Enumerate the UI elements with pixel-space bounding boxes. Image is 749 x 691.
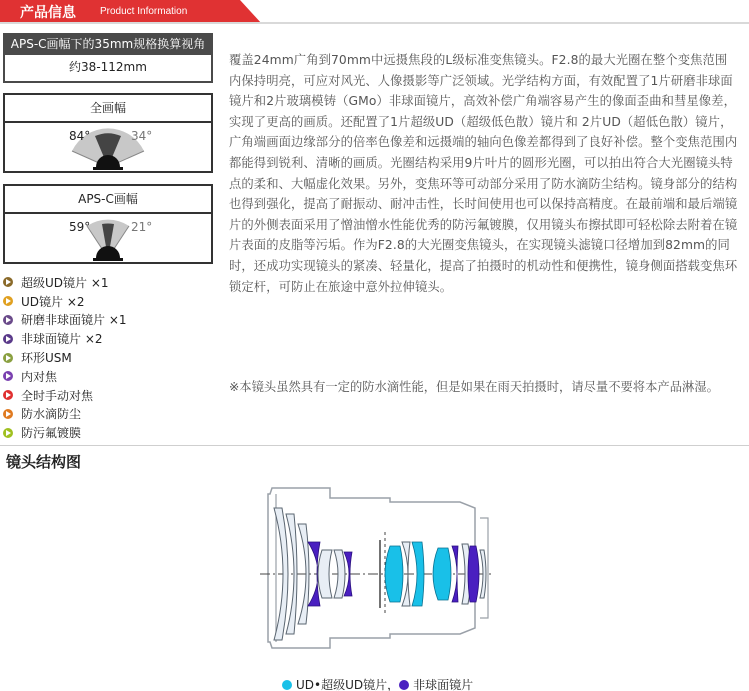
play-bullet-icon xyxy=(3,353,13,363)
equivalent-focal-title: APS-C画幅下的35mm规格换算视角 xyxy=(3,33,213,55)
fov-full-tele-angle: 34° xyxy=(131,129,153,143)
feature-item xyxy=(3,423,215,442)
feature-label: 环形USM xyxy=(21,351,72,366)
header-title: 产品信息 xyxy=(20,5,76,21)
play-bullet-icon xyxy=(3,371,13,381)
play-bullet-icon xyxy=(3,334,13,344)
fov-apsc-wide-angle: 59° xyxy=(69,220,91,234)
feature-item xyxy=(3,292,215,311)
fov-apsc-tele-angle: 21° xyxy=(131,220,153,234)
play-bullet-icon xyxy=(3,428,13,438)
fov-full-frame-icon xyxy=(5,123,211,171)
play-bullet-icon xyxy=(3,277,13,287)
product-description: 覆盖24mm广角到70mm中远摄焦段的L级标准变焦镜头。F2.8的最大光圈在整个变焦范围内保持明亮，可应对风光、人像摄影等广泛领域。光学结构方面，有效配置了1片研磨非球面镜片和2片玻璃模铸（GMo）非球面镜片，高效补偿广角端容易产生的像面歪曲和彗星像差，实现了更高的画质。还配置了1片超级UD（超级低色散）镜片和 2片UD（超低色散）镜片，广角端画面边缘部分的倍率色像差和远摄端的轴向色像差都得到了良好补偿。整个变焦范围内都能得到锐利、清晰的画质。光圈结构采用9片叶片的圆形光圈，可以拍出符合大光圈镜头特点的柔和、大幅虚化效果。另外，变焦环等可动部分采用了防水滴防尘结构。镜身部分的结构也得到强化，提高了耐振动、耐冲击性，长时间使用也可以保持高精度。在最前端和最后端镜片的外侧表面采用了憎油憎水性能优秀的防污氟镀膜，仅用镜头布擦拭即可轻松除去附着在镜片表面的皮脂等污垢。作为F2.8的大光圈变焦镜头，在实现镜头滤镜口径增加到82mm的同时，还成功实现镜头的紧凑、轻量化，提高了拍摄时的机动性和便携性，镜身侧面搭载变焦环锁定杆，可防止在旅途中意外拉伸镜头。 xyxy=(229,53,738,294)
feature-item xyxy=(3,329,215,348)
lens-structure-diagram xyxy=(230,480,520,660)
aspherical-dot-icon xyxy=(399,680,409,690)
play-bullet-icon xyxy=(3,296,13,306)
play-bullet-icon xyxy=(3,315,13,325)
feature-label: 防水滴防尘 xyxy=(21,407,82,422)
fov-apsc-box xyxy=(3,184,213,264)
fov-full-frame-title: 全画幅 xyxy=(5,95,211,123)
feature-item xyxy=(3,348,215,367)
legend-asph-label: 非球面镜片 xyxy=(413,678,474,691)
equivalent-focal-box xyxy=(3,33,213,83)
section-header xyxy=(0,0,749,24)
ud-dot-icon xyxy=(282,680,292,690)
product-note: ※本镜头虽然具有一定的防水滴性能，但是如果在雨天拍摄时，请尽量不要将本产品淋湿。 xyxy=(229,380,719,394)
feature-label: 防污氟镀膜 xyxy=(21,426,82,441)
header-underline xyxy=(0,22,749,24)
legend-ud-label: UD•超级UD镜片， xyxy=(296,678,400,691)
fov-full-wide-angle: 84° xyxy=(69,129,91,143)
feature-item xyxy=(3,311,215,330)
feature-item xyxy=(3,273,215,292)
feature-item xyxy=(3,367,215,386)
header-subtitle: Product Information xyxy=(100,6,188,17)
fov-full-frame-box xyxy=(3,93,213,173)
feature-item xyxy=(3,386,215,405)
feature-label: UD镜片 ×2 xyxy=(21,294,85,309)
feature-label: 内对焦 xyxy=(21,369,58,384)
lens-structure-title: 镜头结构图 xyxy=(6,453,82,471)
feature-label: 研磨非球面镜片 ×1 xyxy=(21,313,127,328)
feature-label: 非球面镜片 ×2 xyxy=(21,332,103,347)
feature-list xyxy=(3,273,215,442)
feature-label: 超级UD镜片 ×1 xyxy=(21,275,109,290)
section-divider xyxy=(0,445,749,446)
feature-label: 全时手动对焦 xyxy=(21,388,94,403)
fov-apsc-icon xyxy=(5,214,211,262)
play-bullet-icon xyxy=(3,409,13,419)
feature-item xyxy=(3,405,215,424)
play-bullet-icon xyxy=(3,390,13,400)
equivalent-focal-value: 约38-112mm xyxy=(3,55,213,83)
fov-apsc-title: APS-C画幅 xyxy=(5,186,211,214)
lens-legend xyxy=(282,676,473,691)
